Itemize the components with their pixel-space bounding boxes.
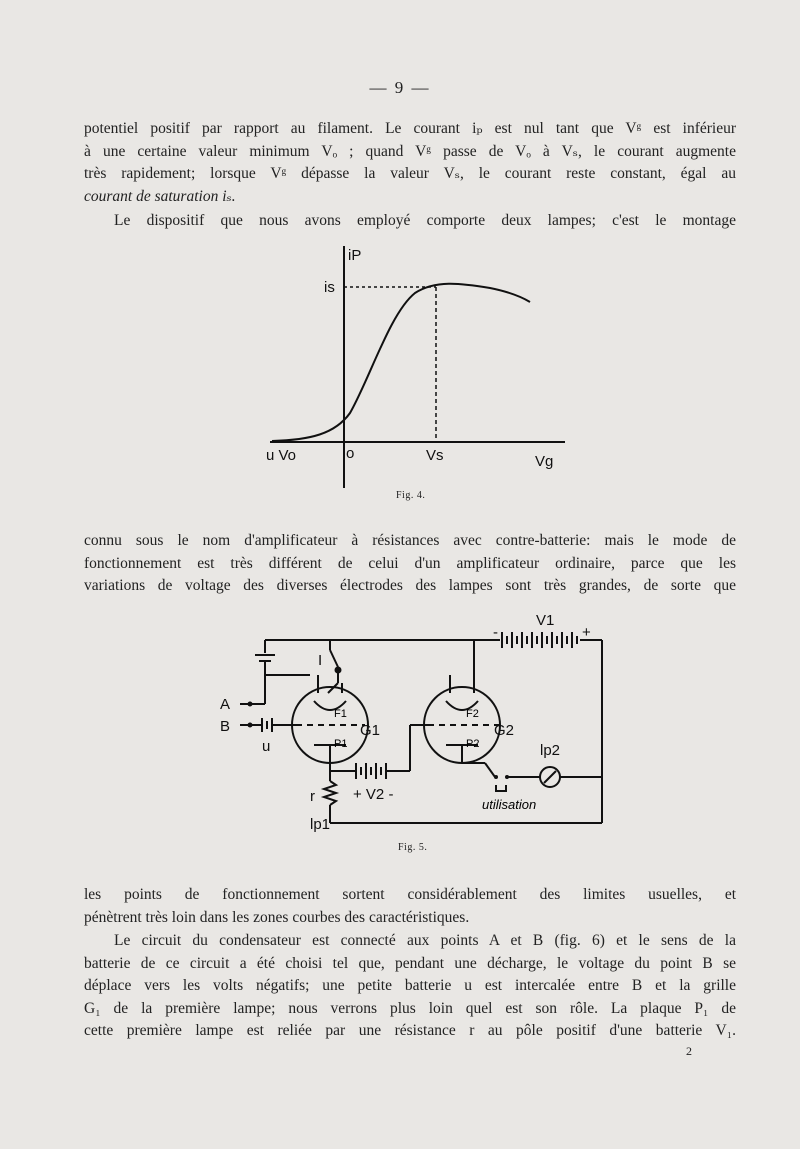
label-f1: F1 — [334, 708, 347, 720]
text-line: à une certaine valeur minimum Vₒ ; quand Vᵍ passe de Vₒ à Vₛ, le courant augmente — [84, 142, 736, 160]
battery-v1 — [502, 632, 577, 648]
paragraph-4 — [84, 884, 736, 929]
page-number: — 9 — — [369, 78, 431, 97]
label-f2: F2 — [466, 708, 479, 720]
label-p1: P1 — [334, 738, 348, 750]
label-r: r — [310, 788, 315, 805]
paragraph-1 — [84, 118, 736, 208]
text-line: G₁ de la première lampe; nous verrons plus loin quel est son rôle. La plaque P₁ de — [84, 999, 736, 1017]
label-u: u — [262, 738, 271, 755]
label-v1: V1 — [536, 612, 555, 629]
label-v2: + V2 - — [353, 786, 394, 803]
label-zero: o — [346, 445, 355, 462]
text-line: pénètrent très loin dans les zones courbes des caractéristiques. — [84, 908, 470, 926]
label-is: is — [324, 279, 335, 296]
figure-4-caption: Fig. 4. — [396, 490, 426, 501]
text-line: les points de fonctionnement sortent considérablement des limites usuelles, et — [84, 886, 736, 903]
label-p2: P2 — [466, 738, 480, 750]
text-line: Le circuit du condensateur est connecté aux points A et B (fig. 6) et le sens de la — [114, 932, 736, 949]
label-minus-top: - — [493, 624, 498, 641]
paragraph-5 — [84, 930, 736, 1043]
figure-4-graph — [260, 238, 580, 493]
figure-5-circuit — [210, 605, 610, 840]
label-a: A — [220, 696, 231, 713]
battery-v2 — [350, 763, 386, 779]
label-u-vo: u Vo — [266, 447, 297, 464]
label-utilisation: utilisation — [482, 797, 537, 812]
resistor-r — [324, 781, 336, 805]
label-vs: Vs — [426, 447, 444, 464]
label-vg: Vg — [535, 453, 554, 470]
label-b: B — [220, 718, 231, 735]
label-switch: I — [318, 652, 323, 669]
text-line: Le dispositif que nous avons employé comporte deux lampes; c'est le montage — [114, 212, 736, 229]
characteristic-curve — [272, 284, 530, 441]
text-line: batterie de ce circuit a été choisi tel que, pendant une décharge, le voltage du point B se — [84, 954, 736, 972]
figure-5-caption: Fig. 5. — [398, 842, 428, 853]
text-line: très rapidement; lorsque Vᵍ dépasse la valeur Vₛ, le courant reste constant, égal au — [84, 165, 736, 183]
label-lp1: lp1 — [310, 816, 331, 833]
label-g1: G1 — [360, 722, 381, 739]
paragraph-2 — [84, 210, 736, 233]
text-line: variations de voltage des diverses électrodes des lampes sont très grandes, de sorte que — [84, 577, 736, 595]
text-line: connu sous le nom d'amplificateur à résistances avec contre-batterie: mais le mode de — [84, 532, 736, 549]
label-ip: iP — [348, 247, 362, 264]
label-g2: G2 — [494, 722, 515, 739]
label-lp2: lp2 — [540, 742, 561, 759]
folio-number: 2 — [686, 1044, 692, 1058]
text-line: déplace vers les volts négatifs; une petite batterie u est intercalée entre B et la grille — [84, 977, 736, 995]
paragraph-3 — [84, 530, 736, 598]
text-line: courant de saturation iₛ. — [84, 187, 236, 205]
text-line: potentiel positif par rapport au filament. Le courant iₚ est nul tant que Vᵍ est inférieur — [84, 120, 736, 137]
label-plus-top: + — [582, 624, 591, 641]
text-line: fonctionnement est très différent de celui d'un amplificateur ordinaire, parce que les — [84, 554, 736, 572]
text-line: cette première lampe est reliée par une résistance r au pôle positif d'une batterie V₁. — [84, 1022, 736, 1040]
